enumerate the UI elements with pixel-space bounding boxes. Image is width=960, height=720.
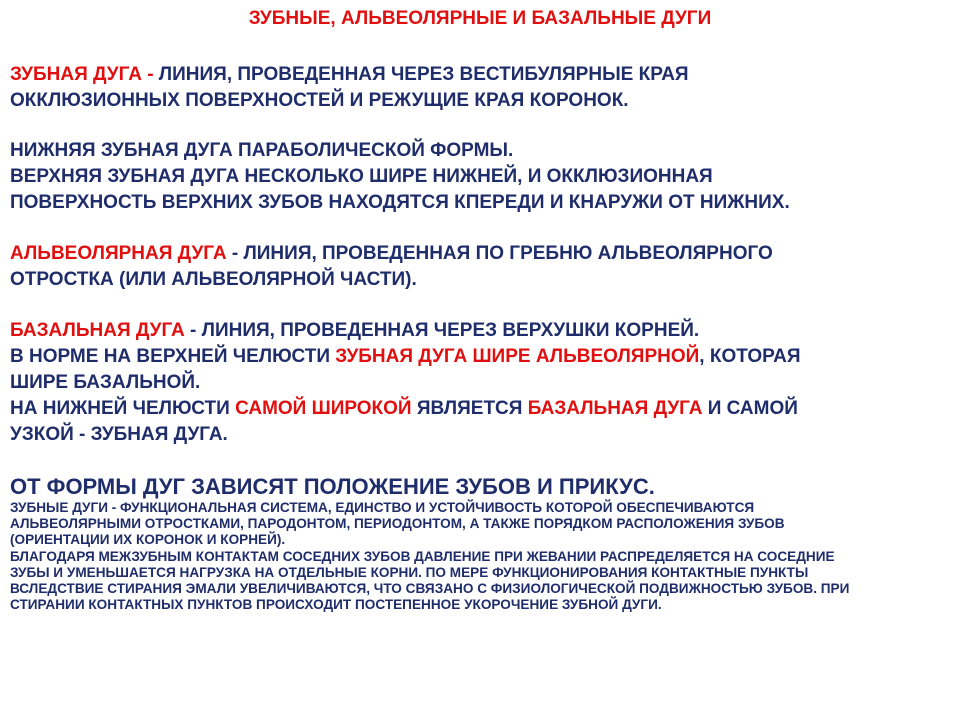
alveolar-arch-line-1 xyxy=(10,241,950,267)
dental-arch-term: ЗУБНАЯ ДУГА - xyxy=(10,64,154,85)
details-paragraph xyxy=(10,500,950,613)
basal-arch-text-1: - ЛИНИЯ, ПРОВЕДЕННАЯ ЧЕРЕЗ ВЕРХУШКИ КОРНЕЙ. xyxy=(184,320,700,341)
headline: ОТ ФОРМЫ ДУГ ЗАВИСЯТ ПОЛОЖЕНИЕ ЗУБОВ И ПРИКУС. xyxy=(10,474,655,499)
dental-arch-definition xyxy=(10,62,950,114)
dental-arch-text-1: ЛИНИЯ, ПРОВЕДЕННАЯ ЧЕРЕЗ ВЕСТИБУЛЯРНЫЕ КРАЯ xyxy=(153,64,689,85)
lower-jaw-highlight-2: БАЗАЛЬНАЯ ДУГА xyxy=(527,398,703,419)
lower-jaw-text-c: И САМОЙ xyxy=(702,398,798,419)
upper-jaw-highlight: ЗУБНАЯ ДУГА ШИРЕ АЛЬВЕОЛЯРНОЙ xyxy=(335,346,700,367)
lower-jaw-text-b: ЯВЛЯЕТСЯ xyxy=(411,398,528,419)
detail-line: СТИРАНИИ КОНТАКТНЫХ ПУНКТОВ ПРОИСХОДИТ ПОСТЕПЕННОЕ УКОРОЧЕНИЕ ЗУБНОЙ ДУГИ. xyxy=(10,597,662,613)
alveolar-arch-definition xyxy=(10,241,950,293)
upper-arch-line-1: ВЕРХНЯЯ ЗУБНАЯ ДУГА НЕСКОЛЬКО ШИРЕ НИЖНЕЙ, И ОККЛЮЗИОННАЯ xyxy=(10,166,713,187)
alveolar-arch-text-1: - ЛИНИЯ, ПРОВЕДЕННАЯ ПО ГРЕБНЮ АЛЬВЕОЛЯРНОГО xyxy=(226,243,773,264)
alveolar-arch-line-2: ОТРОСТКА (ИЛИ АЛЬВЕОЛЯРНОЙ ЧАСТИ). xyxy=(10,269,417,290)
basal-arch-line-1 xyxy=(10,318,950,344)
upper-jaw-text-b: , КОТОРАЯ xyxy=(699,346,801,367)
detail-line: (ОРИЕНТАЦИИ ИХ КОРОНОК И КОРНЕЙ). xyxy=(10,532,286,548)
detail-line: БЛАГОДАРЯ МЕЖЗУБНЫМ КОНТАКТАМ СОСЕДНИХ ЗУБОВ ДАВЛЕНИЕ ПРИ ЖЕВАНИИ РАСПРЕДЕЛЯЕТСЯ НА СОСЕДНИЕ xyxy=(10,548,835,564)
upper-jaw-line xyxy=(10,344,950,370)
alveolar-arch-term: АЛЬВЕОЛЯРНАЯ ДУГА xyxy=(10,243,227,264)
arch-shape-paragraph xyxy=(10,138,950,216)
lower-arch-line: НИЖНЯЯ ЗУБНАЯ ДУГА ПАРАБОЛИЧЕСКОЙ ФОРМЫ. xyxy=(10,140,514,161)
upper-arch-line-2: ПОВЕРХНОСТЬ ВЕРХНИХ ЗУБОВ НАХОДЯТСЯ КПЕРЕДИ И КНАРУЖИ ОТ НИЖНИХ. xyxy=(10,192,790,213)
dental-arch-line-2: ОККЛЮЗИОННЫХ ПОВЕРХНОСТЕЙ И РЕЖУЩИЕ КРАЯ КОРОНОК. xyxy=(10,90,629,111)
dental-arch-line-1 xyxy=(10,62,950,88)
upper-jaw-line-2: ШИРЕ БАЗАЛЬНОЙ. xyxy=(10,372,201,393)
lower-jaw-line xyxy=(10,396,950,422)
detail-line: ЗУБНЫЕ ДУГИ - ФУНКЦИОНАЛЬНАЯ СИСТЕМА, ЕДИНСТВО И УСТОЙЧИВОСТЬ КОТОРОЙ ОБЕСПЕЧИВАЮТСЯ xyxy=(10,500,755,515)
lower-jaw-line-2: УЗКОЙ - ЗУБНАЯ ДУГА. xyxy=(10,424,228,445)
basal-arch-term: БАЗАЛЬНАЯ ДУГА xyxy=(10,320,185,341)
detail-line: ВСЛЕДСТВИЕ СТИРАНИЯ ЭМАЛИ УВЕЛИЧИВАЮТСЯ, ЧТО СВЯЗАНО С ФИЗИОЛОГИЧЕСКОЙ ПОДВИЖНОСТЬЮ ЗУБОВ. ПРИ xyxy=(10,581,850,597)
basal-arch-definition xyxy=(10,318,950,448)
lower-jaw-highlight-1: САМОЙ ШИРОКОЙ xyxy=(235,398,412,419)
detail-line: ЗУБЫ И УМЕНЬШАЕТСЯ НАГРУЗКА НА ОТДЕЛЬНЫЕ КОРНИ. ПО МЕРЕ ФУНКЦИОНИРОВАНИЯ КОНТАКТНЫЕ ПУНКТЫ xyxy=(10,564,809,580)
lower-jaw-text-a: НА НИЖНЕЙ ЧЕЛЮСТИ xyxy=(10,398,236,419)
detail-line: АЛЬВЕОЛЯРНЫМИ ОТРОСТКАМИ, ПАРОДОНТОМ, ПЕРИОДОНТОМ, А ТАКЖЕ ПОРЯДКОМ РАСПОЛОЖЕНИЯ ЗУБОВ xyxy=(10,516,785,532)
slide-title: ЗУБНЫЕ, АЛЬВЕОЛЯРНЫЕ И БАЗАЛЬНЫЕ ДУГИ xyxy=(248,8,712,29)
upper-jaw-text-a: В НОРМЕ НА ВЕРХНЕЙ ЧЕЛЮСТИ xyxy=(10,346,336,367)
